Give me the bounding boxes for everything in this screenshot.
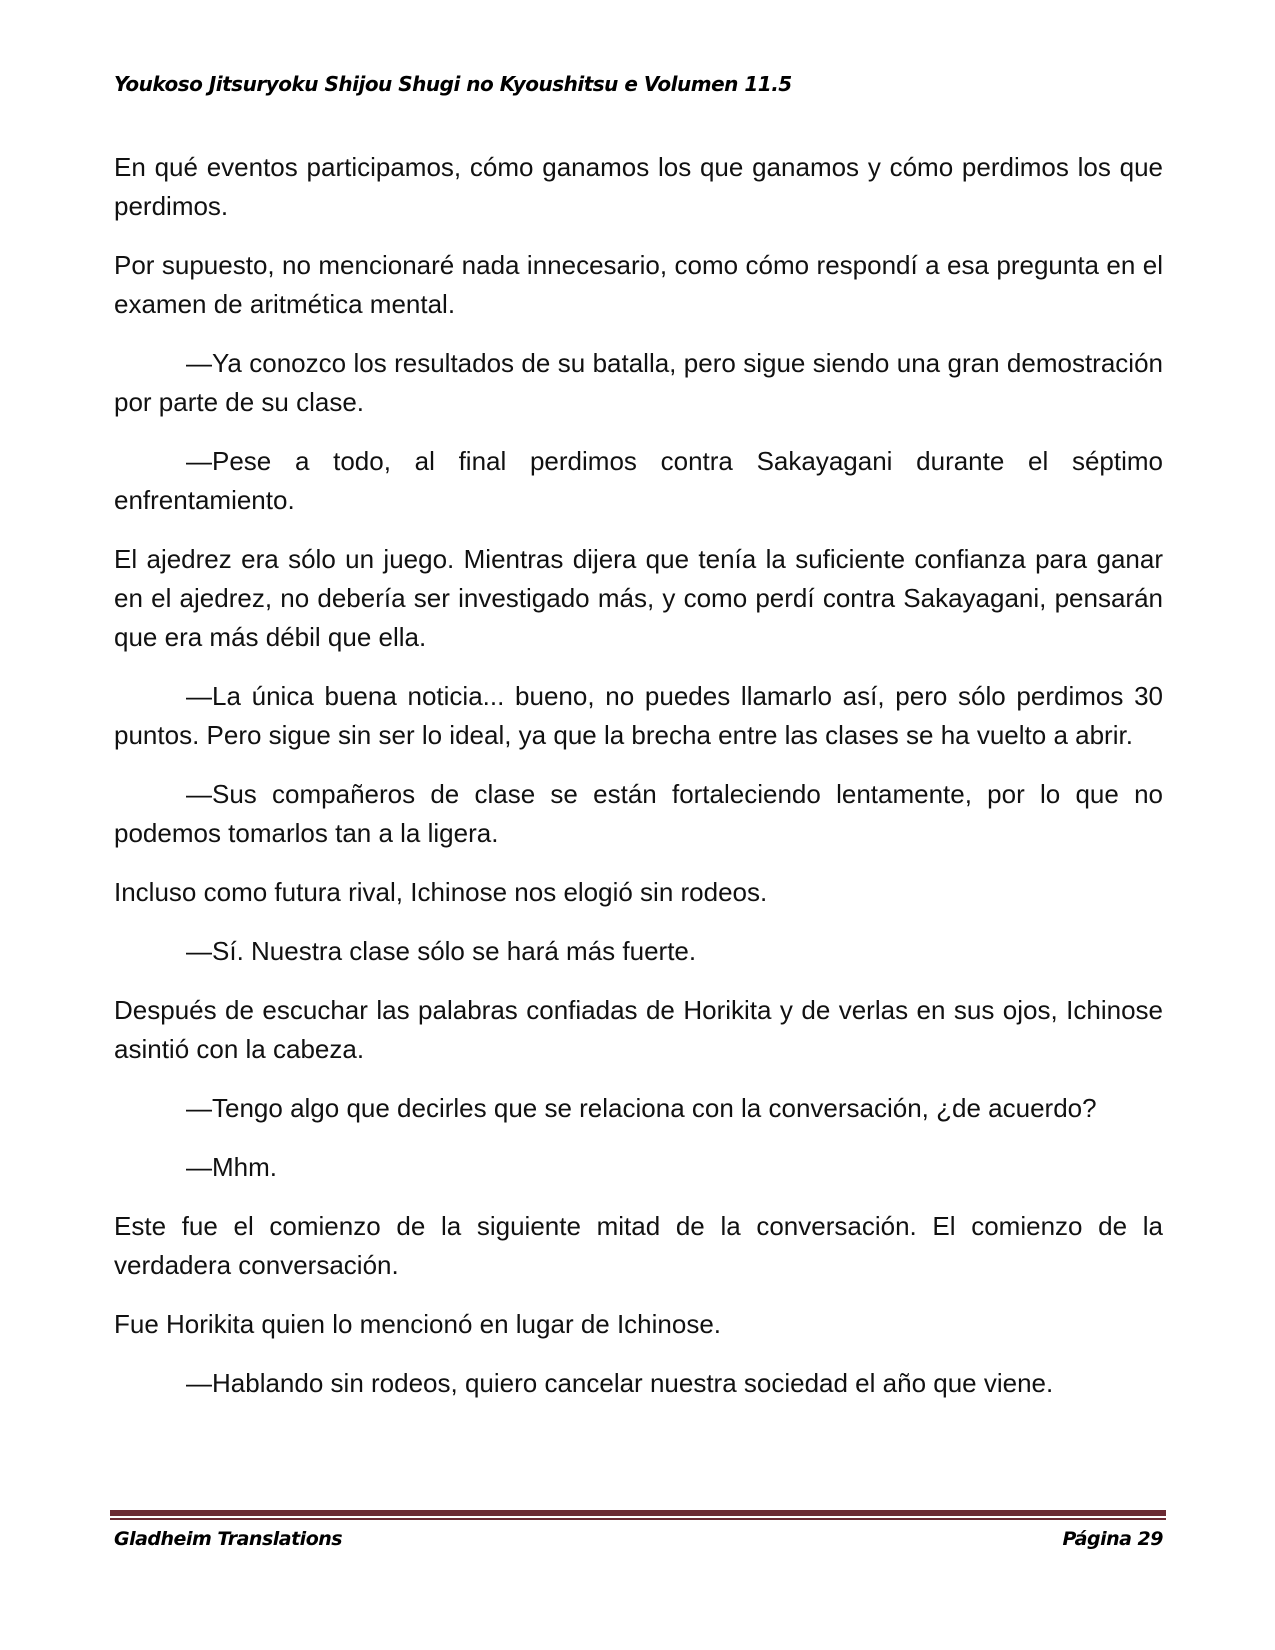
footer-rule-thin bbox=[110, 1518, 1166, 1520]
footer-publisher: Gladheim Translations bbox=[114, 1528, 343, 1550]
paragraph: El ajedrez era sólo un juego. Mientras dijera que tenía la suficiente confianza para ganar en el ajedrez, no debería ser investigado más, y como perdí contra Sakayagani, pensarán que era más débil que ella. bbox=[114, 544, 1163, 652]
paragraph: Después de escuchar las palabras confiadas de Horikita y de verlas en sus ojos, Ichinose asintió con la cabeza. bbox=[114, 995, 1163, 1064]
dialogue-paragraph: —Sí. Nuestra clase sólo se hará más fuerte. bbox=[186, 936, 697, 966]
dialogue-paragraph: —Sus compañeros de clase se están fortaleciendo lentamente, por lo que no podemos tomarlos tan a la ligera. bbox=[114, 779, 1163, 848]
dialogue-paragraph: —La única buena noticia... bueno, no puedes llamarlo así, pero sólo perdimos 30 puntos. Pero sigue sin ser lo ideal, ya que la brecha entre las clases se ha vuelto a abrir. bbox=[114, 681, 1163, 750]
page-body bbox=[114, 148, 1163, 1423]
paragraph: Por supuesto, no mencionaré nada innecesario, como cómo respondí a esa pregunta en el examen de aritmética mental. bbox=[114, 250, 1163, 319]
paragraph: En qué eventos participamos, cómo ganamos los que ganamos y cómo perdimos los que perdimos. bbox=[114, 152, 1163, 221]
paragraph: Fue Horikita quien lo mencionó en lugar de Ichinose. bbox=[114, 1309, 722, 1339]
dialogue-paragraph: —Mhm. bbox=[186, 1152, 277, 1182]
running-header: Youkoso Jitsuryoku Shijou Shugi no Kyoushitsu e Volumen 11.5 bbox=[114, 72, 792, 96]
paragraph: Este fue el comienzo de la siguiente mitad de la conversación. El comienzo de la verdadera conversación. bbox=[114, 1211, 1163, 1280]
dialogue-paragraph: —Ya conozco los resultados de su batalla, pero sigue siendo una gran demostración por parte de su clase. bbox=[114, 348, 1163, 417]
page-number: Página 29 bbox=[1062, 1528, 1163, 1550]
dialogue-paragraph: —Tengo algo que decirles que se relaciona con la conversación, ¿de acuerdo? bbox=[186, 1093, 1097, 1123]
dialogue-paragraph: —Hablando sin rodeos, quiero cancelar nuestra sociedad el año que viene. bbox=[186, 1368, 1054, 1398]
paragraph: Incluso como futura rival, Ichinose nos elogió sin rodeos. bbox=[114, 877, 768, 907]
dialogue-paragraph: —Pese a todo, al final perdimos contra Sakayagani durante el séptimo enfrentamiento. bbox=[114, 446, 1163, 515]
footer-rule-thick bbox=[110, 1510, 1166, 1516]
